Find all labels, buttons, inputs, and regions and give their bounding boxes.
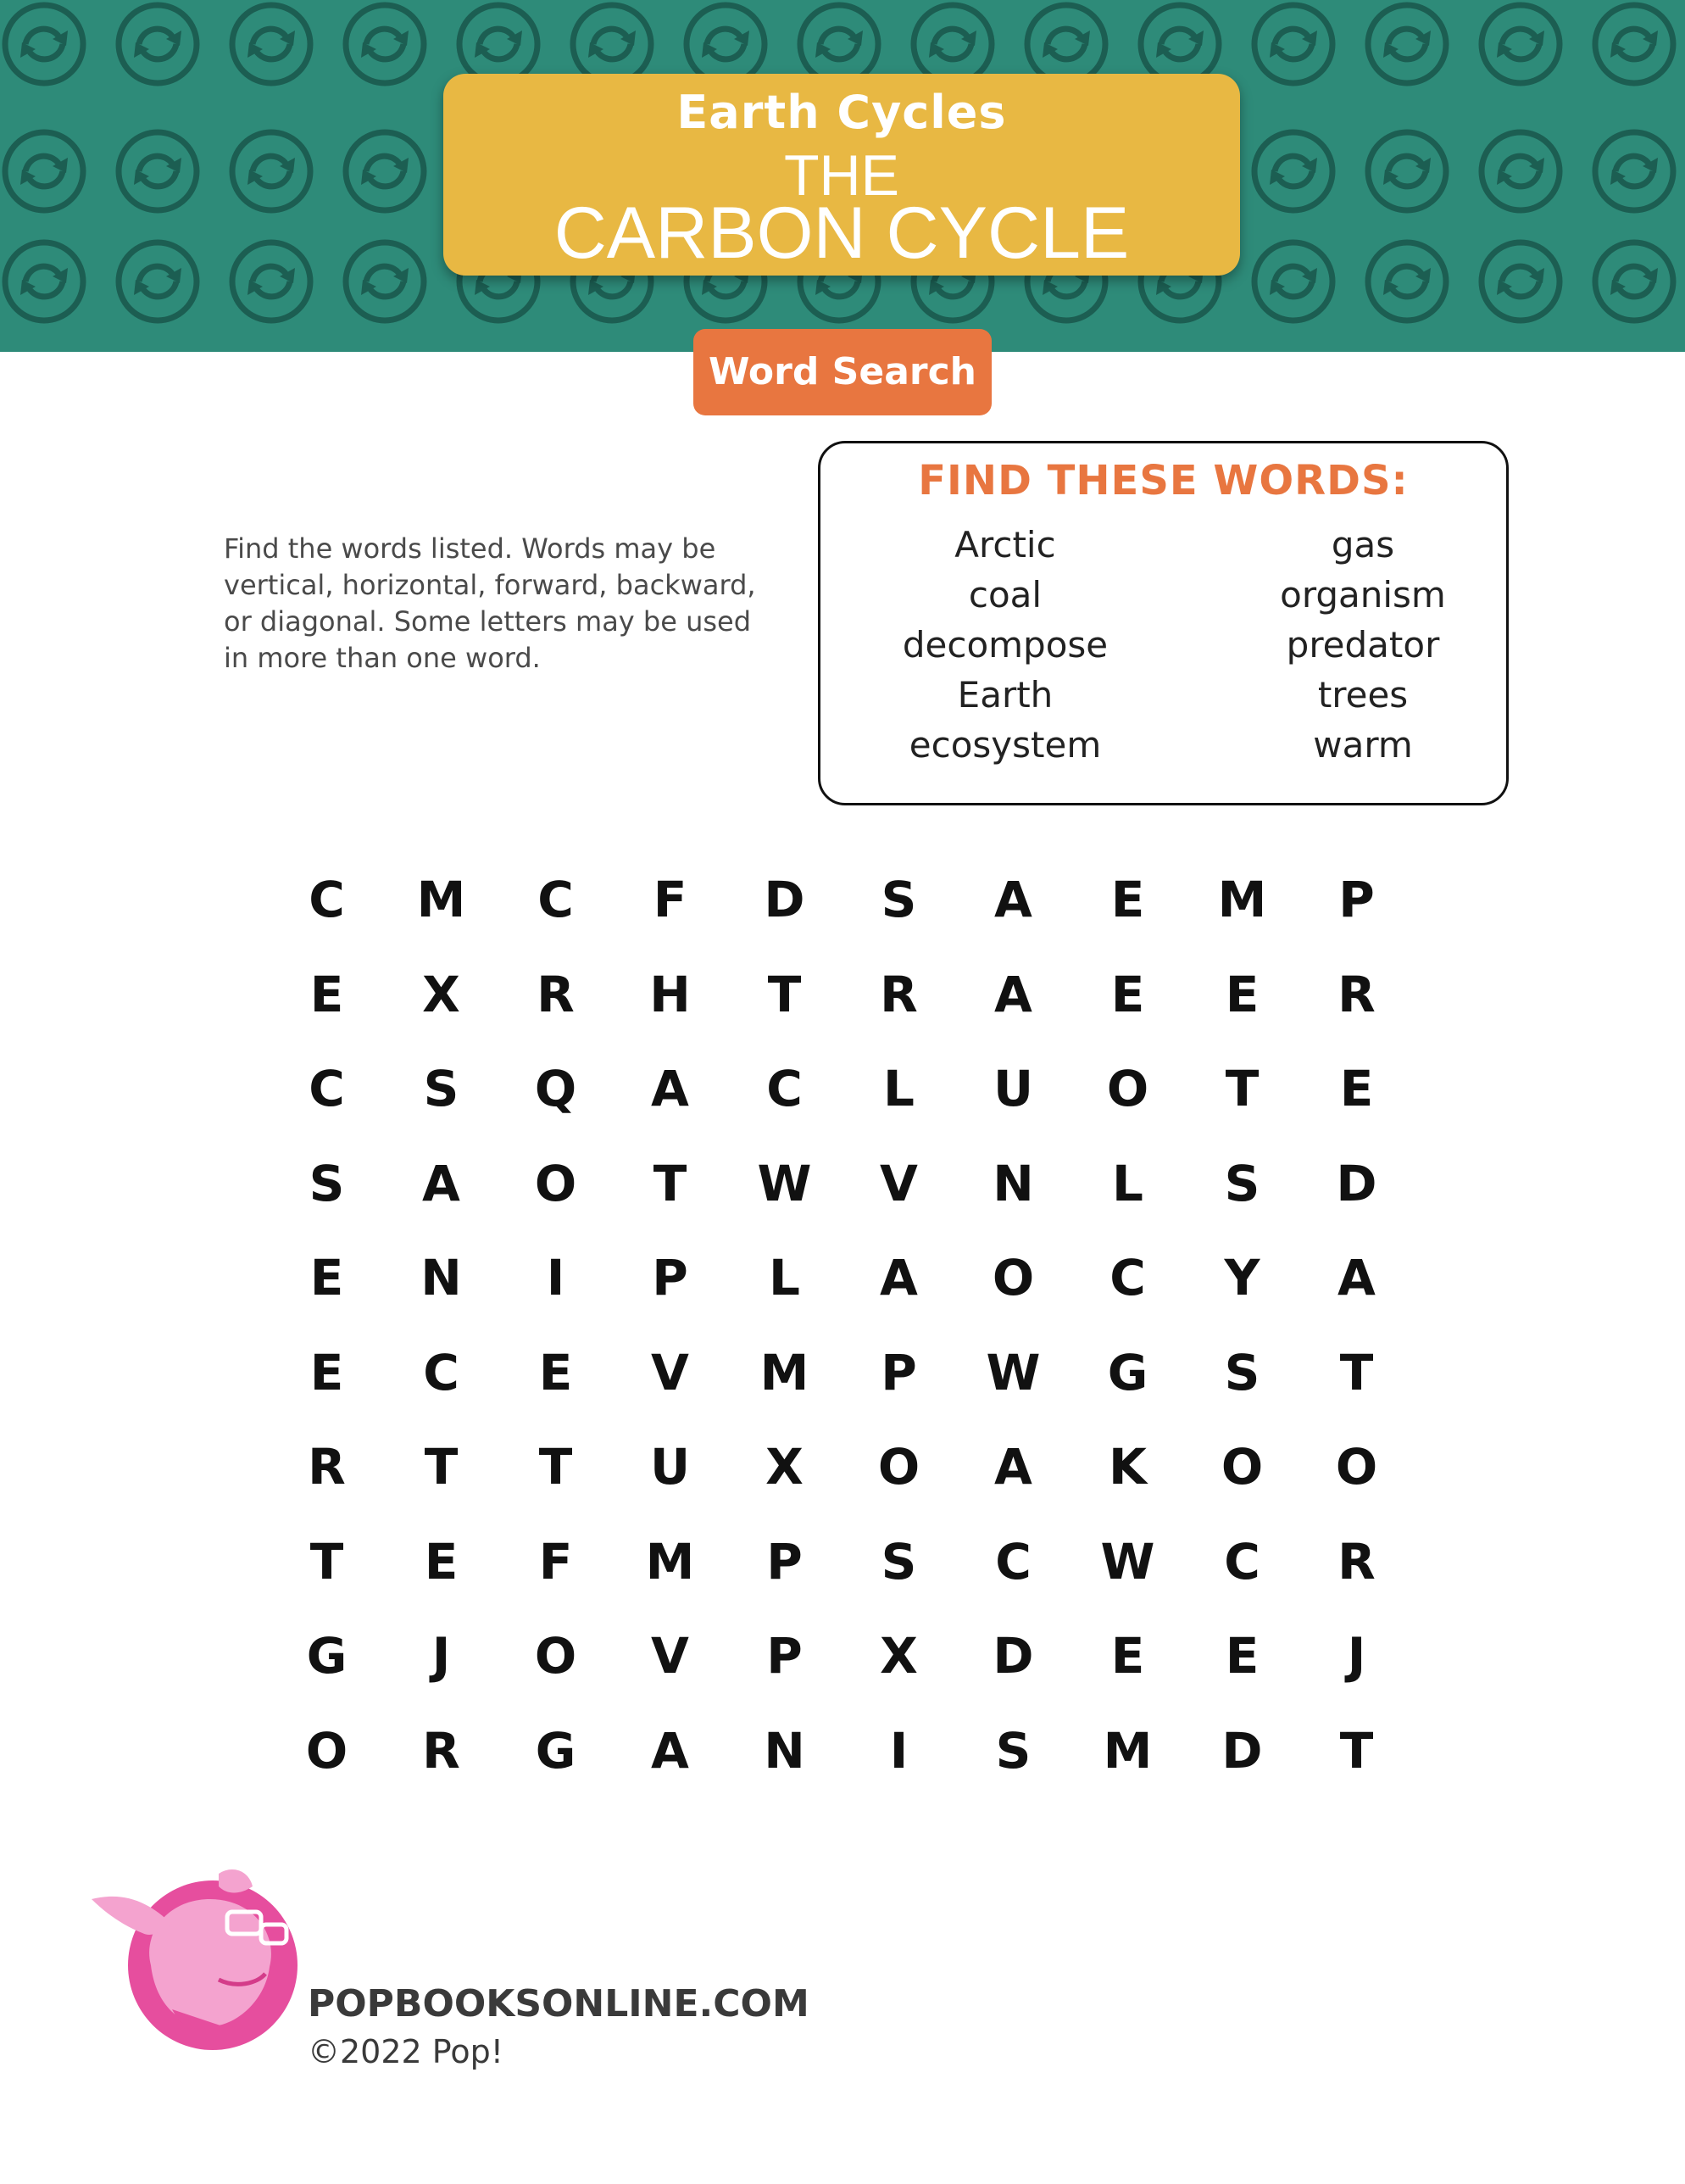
website-link[interactable]: POPBOOKSONLINE.COM [308,1982,809,2025]
recycle-arrows-icon [1482,132,1560,210]
word-search-grid[interactable] [270,853,1414,1802]
recycle-arrows-icon [1595,132,1673,210]
grid-letter[interactable]: E [1225,1627,1260,1685]
recycle-arrows-icon [1595,242,1673,320]
grid-letter[interactable]: D [1221,1721,1263,1780]
grid-letter[interactable]: E [1339,1060,1374,1117]
grid-letter[interactable]: M [416,871,466,928]
word-item: predator [1286,624,1440,666]
grid-letter[interactable]: D [1336,1154,1377,1212]
grid-letter[interactable]: C [309,871,345,928]
recycle-arrows-icon [346,242,424,320]
word-item: decompose [902,624,1109,666]
grid-letter[interactable]: T [424,1438,459,1496]
grid-letter[interactable]: E [424,1532,459,1591]
recycle-arrows-icon [1482,5,1560,83]
recycle-arrows-icon [346,132,424,210]
grid-letter[interactable]: E [538,1343,573,1401]
grid-letter[interactable]: O [1335,1438,1378,1496]
grid-letter[interactable]: U [649,1438,691,1496]
recycle-arrows-icon [232,132,310,210]
recycle-arrows-icon [1368,242,1446,320]
grid-letter[interactable]: O [1221,1438,1264,1496]
grid-letter[interactable]: S [995,1721,1032,1780]
grid-letter[interactable]: R [1337,1532,1376,1591]
word-list-left [853,520,1158,770]
grid-letter[interactable]: I [889,1721,909,1780]
recycle-arrows-icon [5,5,83,83]
recycle-arrows-icon [5,242,83,320]
grid-letter[interactable]: W [1100,1532,1155,1591]
recycle-arrows-icon [1482,242,1560,320]
grid-letter[interactable]: E [1110,871,1145,928]
grid-letter[interactable]: D [764,871,805,928]
grid-letter[interactable]: T [1339,1343,1374,1401]
grid-letter[interactable]: T [1225,1060,1260,1117]
copyright-text: ©2022 Pop! [308,2033,503,2070]
grid-letter[interactable]: E [309,1249,344,1306]
recycle-arrows-icon [1141,5,1219,83]
recycle-arrows-icon [1254,242,1332,320]
word-item: gas [1331,524,1395,566]
grid-letter[interactable]: T [309,1532,344,1591]
grid-letter[interactable]: C [1224,1532,1260,1591]
grid-letter[interactable]: T [1339,1721,1374,1780]
grid-letter[interactable]: R [308,1438,346,1496]
grid-letter[interactable]: C [423,1343,459,1401]
grid-letter[interactable]: D [993,1627,1034,1685]
word-list-box [818,441,1509,805]
grid-letter[interactable]: A [422,1154,460,1212]
grid-letter[interactable]: C [309,1060,345,1117]
grid-letter[interactable]: T [653,1154,687,1212]
recycle-arrows-icon [1368,5,1446,83]
grid-letter[interactable]: V [651,1343,689,1401]
grid-letter[interactable]: T [538,1438,573,1496]
grid-letter[interactable]: Q [534,1060,577,1117]
recycle-arrows-icon [687,5,765,83]
activity-tag: Word Search [693,329,992,415]
grid-letter[interactable]: T [767,965,802,1023]
word-item: trees [1317,674,1409,716]
grid-letter[interactable]: A [1337,1249,1376,1306]
grid-letter[interactable]: S [881,871,917,928]
grid-letter[interactable]: F [538,1532,573,1591]
grid-letter[interactable]: A [651,1721,689,1780]
recycle-arrows-icon [232,242,310,320]
grid-letter[interactable]: H [649,965,691,1023]
grid-letter[interactable]: J [1347,1627,1366,1685]
series-title: Earth Cycles [676,86,1007,139]
grid-letter[interactable]: C [1109,1249,1146,1306]
grid-letter[interactable]: C [537,871,574,928]
grid-letter[interactable]: G [306,1627,348,1685]
grid-letter[interactable]: N [764,1721,805,1780]
title-card [443,74,1240,276]
grid-letter[interactable]: E [1225,965,1260,1023]
page-title-line1: THE [784,143,899,208]
word-item: organism [1280,574,1446,616]
grid-letter[interactable]: P [652,1249,688,1306]
grid-letter[interactable]: N [993,1154,1034,1212]
grid-letter[interactable]: U [993,1060,1034,1117]
recycle-arrows-icon [1027,5,1105,83]
grid-letter[interactable]: A [994,965,1032,1023]
grid-letter[interactable]: Y [1224,1249,1260,1306]
word-list-right [1210,520,1515,770]
grid-letter[interactable]: E [1110,965,1145,1023]
grid-letter[interactable]: O [534,1154,577,1212]
recycle-arrows-icon [800,5,878,83]
grid-letter[interactable]: R [880,965,918,1023]
grid-letter[interactable]: A [651,1060,689,1117]
grid-letter[interactable]: R [537,965,575,1023]
grid-letter[interactable]: F [653,871,687,928]
recycle-arrows-icon [119,132,197,210]
grid-letter[interactable]: M [645,1532,695,1591]
grid-letter[interactable]: L [883,1060,915,1117]
grid-letter[interactable]: C [766,1060,803,1117]
grid-letter[interactable]: E [1110,1627,1145,1685]
grid-letter[interactable]: O [305,1721,348,1780]
pop-kangaroo-logo-icon [92,1865,312,2052]
word-item: Arctic [954,524,1056,566]
grid-letter[interactable]: R [1337,965,1376,1023]
word-item: coal [968,574,1043,616]
recycle-arrows-icon [232,5,310,83]
grid-letter[interactable]: O [1106,1060,1149,1117]
grid-letter[interactable]: V [651,1627,689,1685]
recycle-arrows-icon [459,5,537,83]
word-item: warm [1313,724,1413,766]
grid-letter[interactable]: S [881,1532,917,1591]
page-title-line2: CARBON CYCLE [553,192,1130,274]
grid-letter[interactable]: W [757,1154,812,1212]
grid-letter[interactable]: M [759,1343,809,1401]
grid-letter[interactable]: M [1103,1721,1153,1780]
grid-letter[interactable]: X [765,1438,804,1496]
word-list-title: FIND THESE WORDS: [918,457,1409,504]
recycle-arrows-icon [346,5,424,83]
recycle-arrows-icon [119,5,197,83]
grid-letter[interactable]: C [995,1532,1032,1591]
grid-letter[interactable]: V [880,1154,918,1212]
grid-letter[interactable]: X [880,1627,918,1685]
grid-letter[interactable]: W [986,1343,1041,1401]
grid-letter[interactable]: N [420,1249,462,1306]
grid-letter[interactable]: S [309,1154,345,1212]
recycle-arrows-icon [573,5,651,83]
grid-letter[interactable]: P [766,1532,803,1591]
grid-letter[interactable]: P [766,1627,803,1685]
grid-letter[interactable]: A [994,871,1032,928]
grid-letter[interactable]: O [534,1627,577,1685]
grid-letter[interactable]: L [1112,1154,1143,1212]
grid-letter[interactable]: M [1217,871,1267,928]
recycle-arrows-icon [5,132,83,210]
grid-letter[interactable]: E [309,965,344,1023]
recycle-arrows-icon [1254,132,1332,210]
grid-letter[interactable]: I [546,1249,565,1306]
grid-letter[interactable]: O [992,1249,1035,1306]
grid-letter[interactable]: G [1107,1343,1148,1401]
recycle-arrows-icon [1254,5,1332,83]
grid-letter[interactable]: L [769,1249,800,1306]
grid-letter[interactable]: A [880,1249,918,1306]
word-item: Earth [957,674,1054,716]
instructions-text: Find the words listed. Words may be vertical, horizontal, forward, backward, or diagonal. Some letters may be used in more than one word. [224,532,756,674]
grid-letter[interactable]: P [1338,871,1375,928]
recycle-arrows-icon [914,5,992,83]
recycle-arrows-icon [119,242,197,320]
word-item: ecosystem [909,724,1102,766]
grid-letter[interactable]: K [1109,1438,1147,1496]
grid-letter[interactable]: S [1224,1343,1260,1401]
grid-letter[interactable]: E [309,1343,344,1401]
grid-letter[interactable]: P [881,1343,917,1401]
grid-letter[interactable]: S [1224,1154,1260,1212]
grid-letter[interactable]: G [535,1721,576,1780]
grid-letter[interactable]: A [994,1438,1032,1496]
grid-letter[interactable]: R [422,1721,460,1780]
grid-letter[interactable]: X [422,965,460,1023]
grid-letter[interactable]: J [431,1627,451,1685]
grid-letter[interactable]: O [877,1438,920,1496]
recycle-arrows-icon [1595,5,1673,83]
grid-letter[interactable]: S [423,1060,459,1117]
recycle-arrows-icon [1368,132,1446,210]
